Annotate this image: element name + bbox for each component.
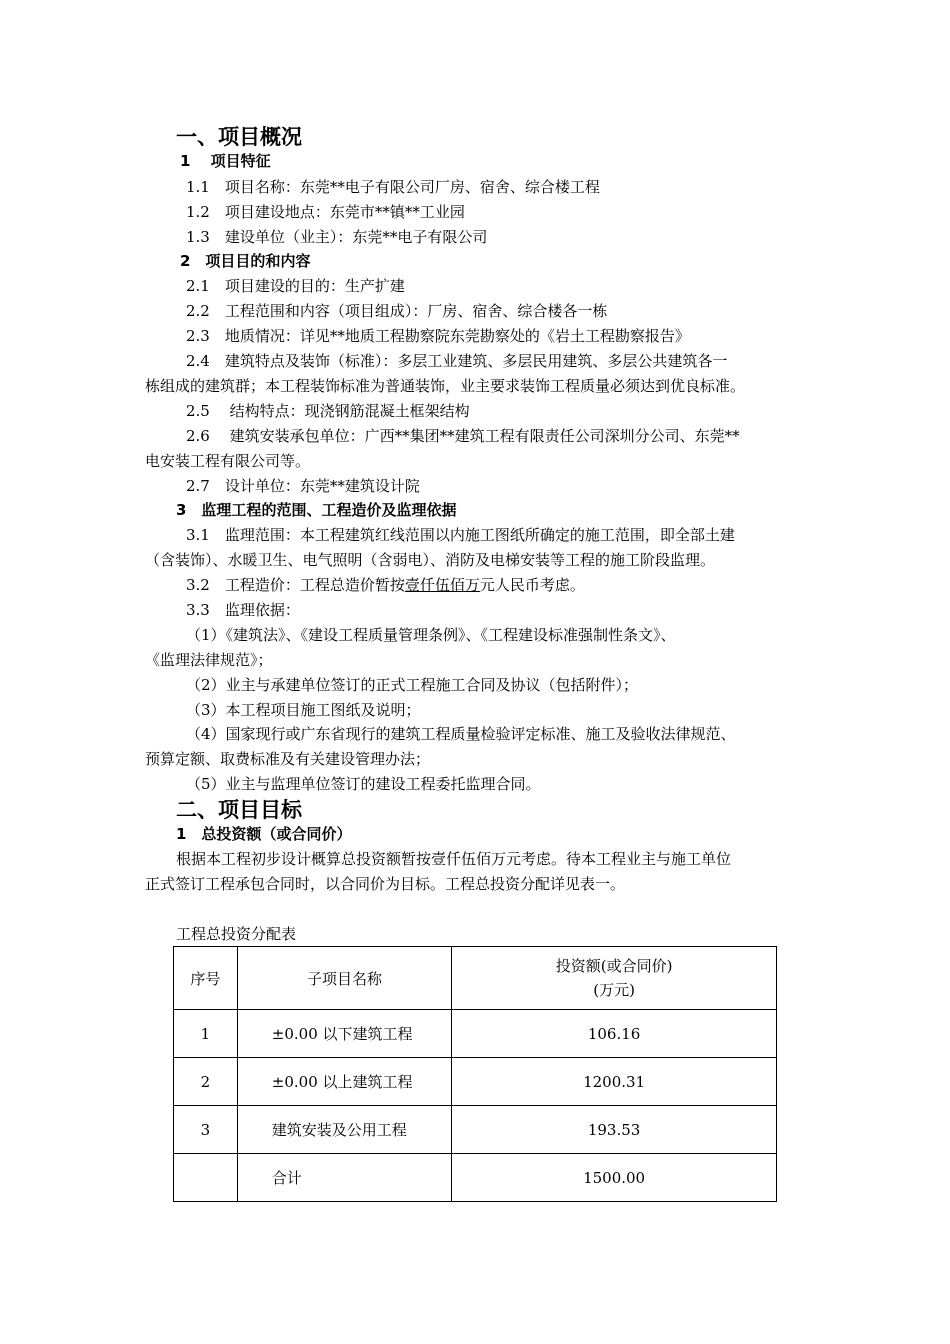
item-1-3: 1.3 建设单位（业主）：东莞**电子有限公司 <box>186 228 488 246</box>
cell-name: 建筑安装及公用工程 <box>237 1106 451 1154</box>
item-2-1: 2.1 项目建设的目的：生产扩建 <box>186 277 405 295</box>
section2-para-line2: 正式签订工程承包合同时，以合同价为目标。工程总投资分配详见表一。 <box>145 875 626 893</box>
item-3-1-line2: （含装饰）、水暖卫生、电气照明（含弱电）、消防及电梯安装等工程的施工阶段监理。 <box>145 551 716 569</box>
section1-sub1-title: 1 项目特征 <box>180 152 271 170</box>
header-seq: 序号 <box>174 947 238 1010</box>
item-2-4-line2: 栋组成的建筑群；本工程装饰标准为普通装饰，业主要求装饰工程质量必须达到优良标准。 <box>145 377 746 395</box>
cell-amount: 1500.00 <box>452 1154 777 1202</box>
cell-amount: 1200.31 <box>452 1058 777 1106</box>
cell-seq: 3 <box>174 1106 238 1154</box>
basis-1-line2: 《监理法律规范》； <box>145 651 273 669</box>
item-1-1: 1.1 项目名称：东莞**电子有限公司厂房、宿舍、综合楼工程 <box>186 178 600 196</box>
item-3-2-amount: 壹仟伍佰万 <box>404 576 480 594</box>
section1-sub2-title: 2 项目目的和内容 <box>180 252 311 270</box>
section1-title: 一、项目概况 <box>176 125 302 149</box>
item-2-7: 2.7 设计单位：东莞**建筑设计院 <box>186 477 420 495</box>
table-caption: 工程总投资分配表 <box>176 925 297 943</box>
cell-seq <box>174 1154 238 1202</box>
cell-seq: 2 <box>174 1058 238 1106</box>
item-3-1-line1: 3.1 监理范围：本工程建筑红线范围以内施工图纸所确定的施工范围，即全部土建 <box>186 526 735 544</box>
item-2-4-line1: 2.4 建筑特点及装饰（标准）：多层工业建筑、多层民用建筑、多层公共建筑各一 <box>186 352 728 370</box>
item-3-3: 3.3 监理依据： <box>186 601 300 619</box>
cell-amount: 106.16 <box>452 1010 777 1058</box>
cell-amount: 193.53 <box>452 1106 777 1154</box>
section2-sub1-title: 1 总投资额（或合同价） <box>176 825 352 843</box>
cell-name: ±0.00 以下建筑工程 <box>237 1010 451 1058</box>
basis-2: （2）业主与承建单位签订的正式工程施工合同及协议（包括附件）； <box>186 676 639 694</box>
cell-seq: 1 <box>174 1010 238 1058</box>
item-3-2-prefix: 3.2 工程造价：工程总造价暂按 <box>186 576 405 594</box>
item-3-2-suffix: 元人民币考虑。 <box>479 576 585 594</box>
item-2-6-line1: 2.6 建筑安装承包单位：广西**集团**建筑工程有限责任公司深圳分公司、东莞** <box>186 427 740 445</box>
item-2-6-line2: 电安装工程有限公司等。 <box>145 452 311 470</box>
table-header-row <box>174 947 777 1010</box>
table-row <box>174 1106 777 1154</box>
item-2-2: 2.2 工程范围和内容（项目组成）：厂房、宿舍、综合楼各一栋 <box>186 302 608 320</box>
table-row <box>174 1058 777 1106</box>
item-3-2 <box>186 575 585 595</box>
cell-name: ±0.00 以上建筑工程 <box>237 1058 451 1106</box>
header-amount <box>452 947 777 1010</box>
section1-sub3-title: 3 监理工程的范围、工程造价及监理依据 <box>176 501 457 519</box>
basis-4-line2: 预算定额、取费标准及有关建设管理办法； <box>145 750 431 768</box>
cell-name: 合计 <box>237 1154 451 1202</box>
section2-title: 二、项目目标 <box>176 798 302 822</box>
section2-para-line1: 根据本工程初步设计概算总投资额暂按壹仟伍佰万元考虑。待本工程业主与施工单位 <box>176 850 732 868</box>
basis-3: （3）本工程项目施工图纸及说明； <box>186 701 421 719</box>
item-2-5: 2.5 结构特点：现浇钢筋混凝土框架结构 <box>186 402 470 420</box>
item-2-3: 2.3 地质情况：详见**地质工程勘察院东莞勘察处的《岩土工程勘察报告》 <box>186 327 690 345</box>
investment-table <box>173 946 777 1202</box>
header-amount-line1: 投资额(或合同价) <box>555 957 673 975</box>
basis-4-line1: （4）国家现行或广东省现行的建筑工程质量检验评定标准、施工及验收法律规范、 <box>186 725 736 743</box>
header-name: 子项目名称 <box>237 947 451 1010</box>
item-1-2: 1.2 项目建设地点：东莞市**镇**工业园 <box>186 203 465 221</box>
basis-1-line1: （1）《建筑法》、《建设工程质量管理条例》、《工程建设标准强制性条文》、 <box>186 626 676 644</box>
basis-5: （5）业主与监理单位签订的建设工程委托监理合同。 <box>186 775 541 793</box>
table-row <box>174 1010 777 1058</box>
table-total-row <box>174 1154 777 1202</box>
header-amount-line2: (万元) <box>593 981 635 999</box>
